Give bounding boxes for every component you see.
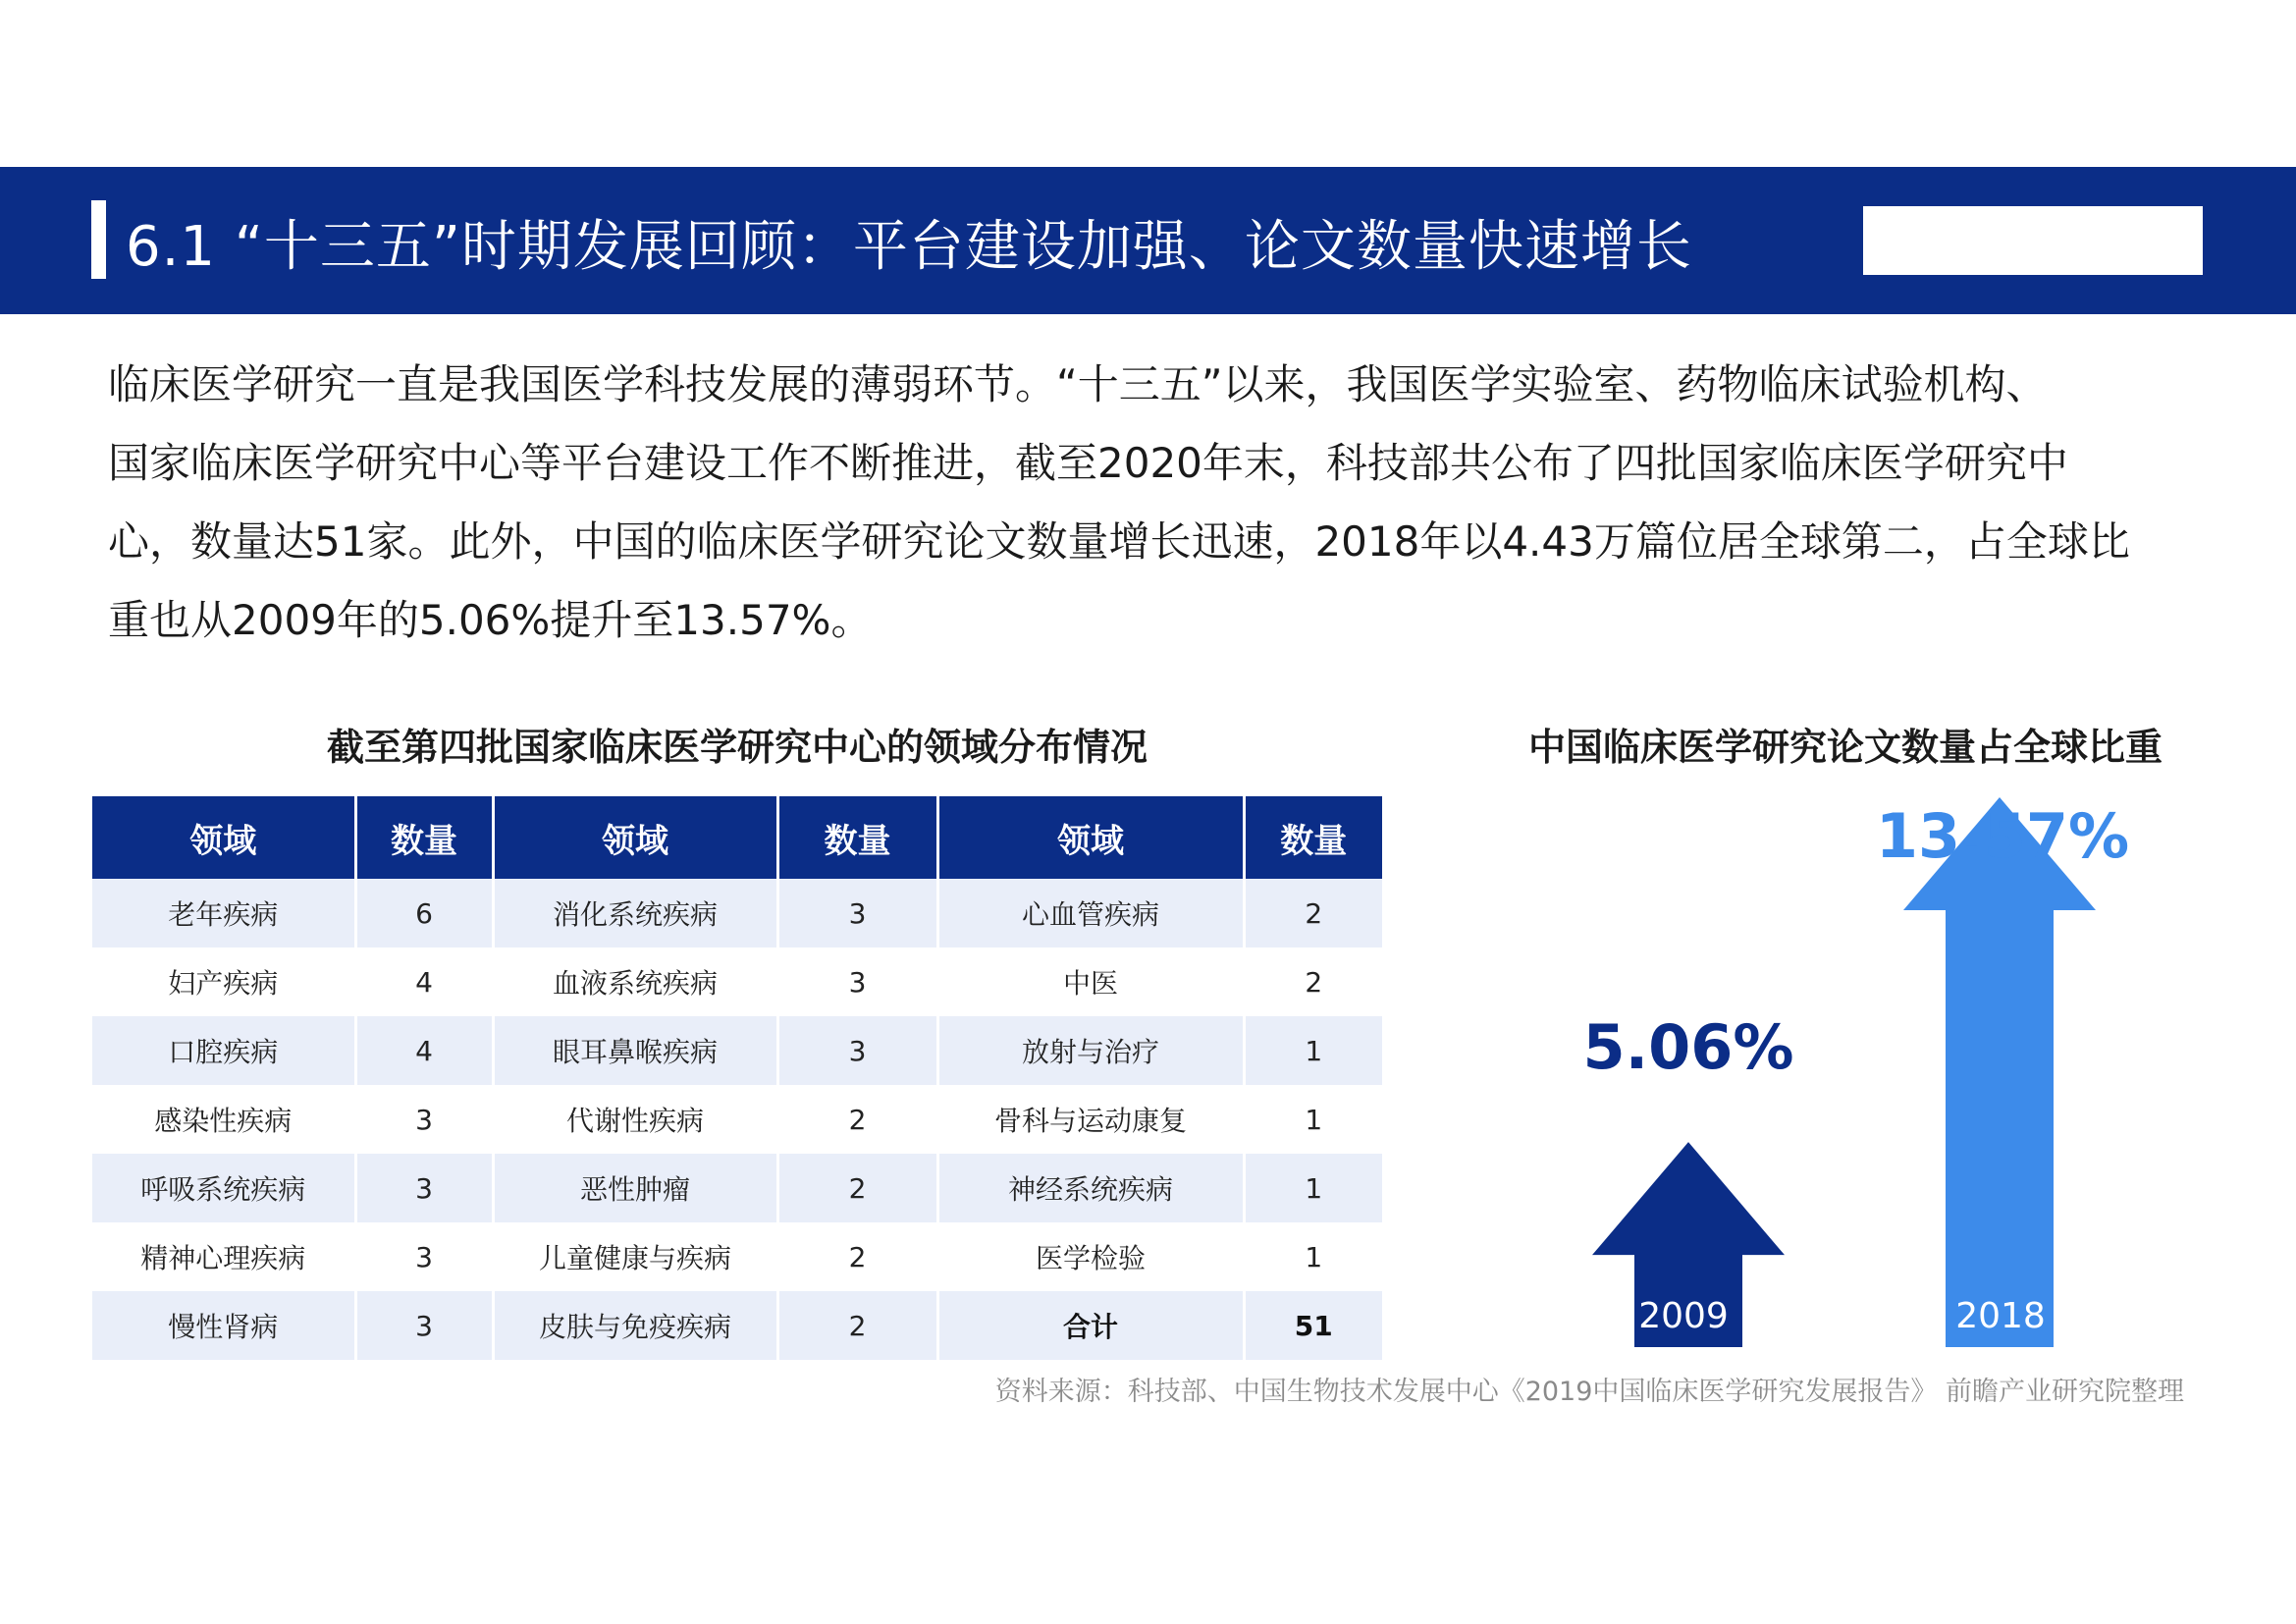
section-title: 6.1 “十三五”时期发展回顾：平台建设加强、论文数量快速增长 [126, 215, 1692, 279]
table-cell: 心血管疾病 [937, 879, 1244, 947]
header-marker [91, 200, 106, 279]
table-cell: 代谢性疾病 [493, 1085, 777, 1154]
table-row [92, 947, 1382, 1016]
table-cell: 4 [355, 1016, 493, 1085]
table-cell: 3 [777, 879, 937, 947]
intro-line: 国家临床医学研究中心等平台建设工作不断推进，截至2020年末，科技部共公布了四批国家临床医学研究中 [108, 439, 2068, 487]
table-cell: 儿童健康与疾病 [493, 1222, 777, 1291]
source-note: 资料来源：科技部、中国生物技术发展中心《2019中国临床医学研究发展报告》 前瞻产业研究院整理 [994, 1377, 2184, 1407]
table-row [92, 1222, 1382, 1291]
intro-line: 重也从2009年的5.06%提升至13.57%。 [108, 596, 873, 644]
table-cell: 口腔疾病 [92, 1016, 355, 1085]
column-header: 数量 [1244, 796, 1382, 879]
table-row [92, 1291, 1382, 1360]
table-cell: 医学检验 [937, 1222, 1244, 1291]
table-row [92, 1016, 1382, 1085]
table-cell: 2 [777, 1154, 937, 1222]
table-row [92, 879, 1382, 947]
table-cell: 6 [355, 879, 493, 947]
x-tick-label-2009: 2009 [1638, 1296, 1729, 1336]
table-cell: 老年疾病 [92, 879, 355, 947]
table-cell: 3 [355, 1291, 493, 1360]
total-label-cell: 合计 [937, 1291, 1244, 1360]
table-cell: 慢性肾病 [92, 1291, 355, 1360]
table-row [92, 1085, 1382, 1154]
table-cell: 皮肤与免疫疾病 [493, 1291, 777, 1360]
table-cell: 3 [777, 1016, 937, 1085]
table-cell: 骨科与运动康复 [937, 1085, 1244, 1154]
header-white-box [1863, 206, 2203, 275]
column-header: 数量 [355, 796, 493, 879]
data-label-2009: 5.06% [1582, 1011, 1794, 1083]
table-cell: 中医 [937, 947, 1244, 1016]
table-cell: 消化系统疾病 [493, 879, 777, 947]
table-cell: 神经系统疾病 [937, 1154, 1244, 1222]
column-header: 领域 [92, 796, 355, 879]
table-title: 截至第四批国家临床医学研究中心的领域分布情况 [326, 726, 1148, 769]
arrow-bar-2018 [1903, 797, 2096, 1347]
x-tick-label-2018: 2018 [1955, 1296, 2046, 1336]
intro-paragraph [108, 346, 2199, 660]
table-cell: 3 [355, 1154, 493, 1222]
table-cell: 1 [1244, 1154, 1382, 1222]
table-cell: 1 [1244, 1222, 1382, 1291]
data-label-2018: 13.57% [1875, 800, 2130, 872]
table-row [92, 1154, 1382, 1222]
table-cell: 3 [777, 947, 937, 1016]
table-cell: 4 [355, 947, 493, 1016]
table-cell: 2 [777, 1291, 937, 1360]
table-cell: 2 [777, 1222, 937, 1291]
table-cell: 放射与治疗 [937, 1016, 1244, 1085]
chart-title: 中国临床医学研究论文数量占全球比重 [1527, 726, 2163, 769]
column-header: 数量 [777, 796, 937, 879]
column-header: 领域 [937, 796, 1244, 879]
table-cell: 3 [355, 1085, 493, 1154]
table-cell: 1 [1244, 1085, 1382, 1154]
table-cell: 恶性肿瘤 [493, 1154, 777, 1222]
total-value-cell: 51 [1244, 1291, 1382, 1360]
intro-line: 临床医学研究一直是我国医学科技发展的薄弱环节。“十三五”以来，我国医学实验室、药物临床试验机构、 [108, 360, 2048, 408]
area-distribution-table [92, 796, 1382, 1360]
table-cell: 2 [777, 1085, 937, 1154]
column-header: 领域 [493, 796, 777, 879]
table-cell: 3 [355, 1222, 493, 1291]
table-header-row [92, 796, 1382, 879]
table-cell: 眼耳鼻喉疾病 [493, 1016, 777, 1085]
table-cell: 呼吸系统疾病 [92, 1154, 355, 1222]
table-cell: 2 [1244, 947, 1382, 1016]
table-cell: 精神心理疾病 [92, 1222, 355, 1291]
intro-line: 心，数量达51家。此外，中国的临床医学研究论文数量增长迅速，2018年以4.43万篇位居全球第二，占全球比 [108, 517, 2130, 566]
table-cell: 血液系统疾病 [493, 947, 777, 1016]
table-cell: 妇产疾病 [92, 947, 355, 1016]
table-cell: 2 [1244, 879, 1382, 947]
table-cell: 感染性疾病 [92, 1085, 355, 1154]
table-cell: 1 [1244, 1016, 1382, 1085]
